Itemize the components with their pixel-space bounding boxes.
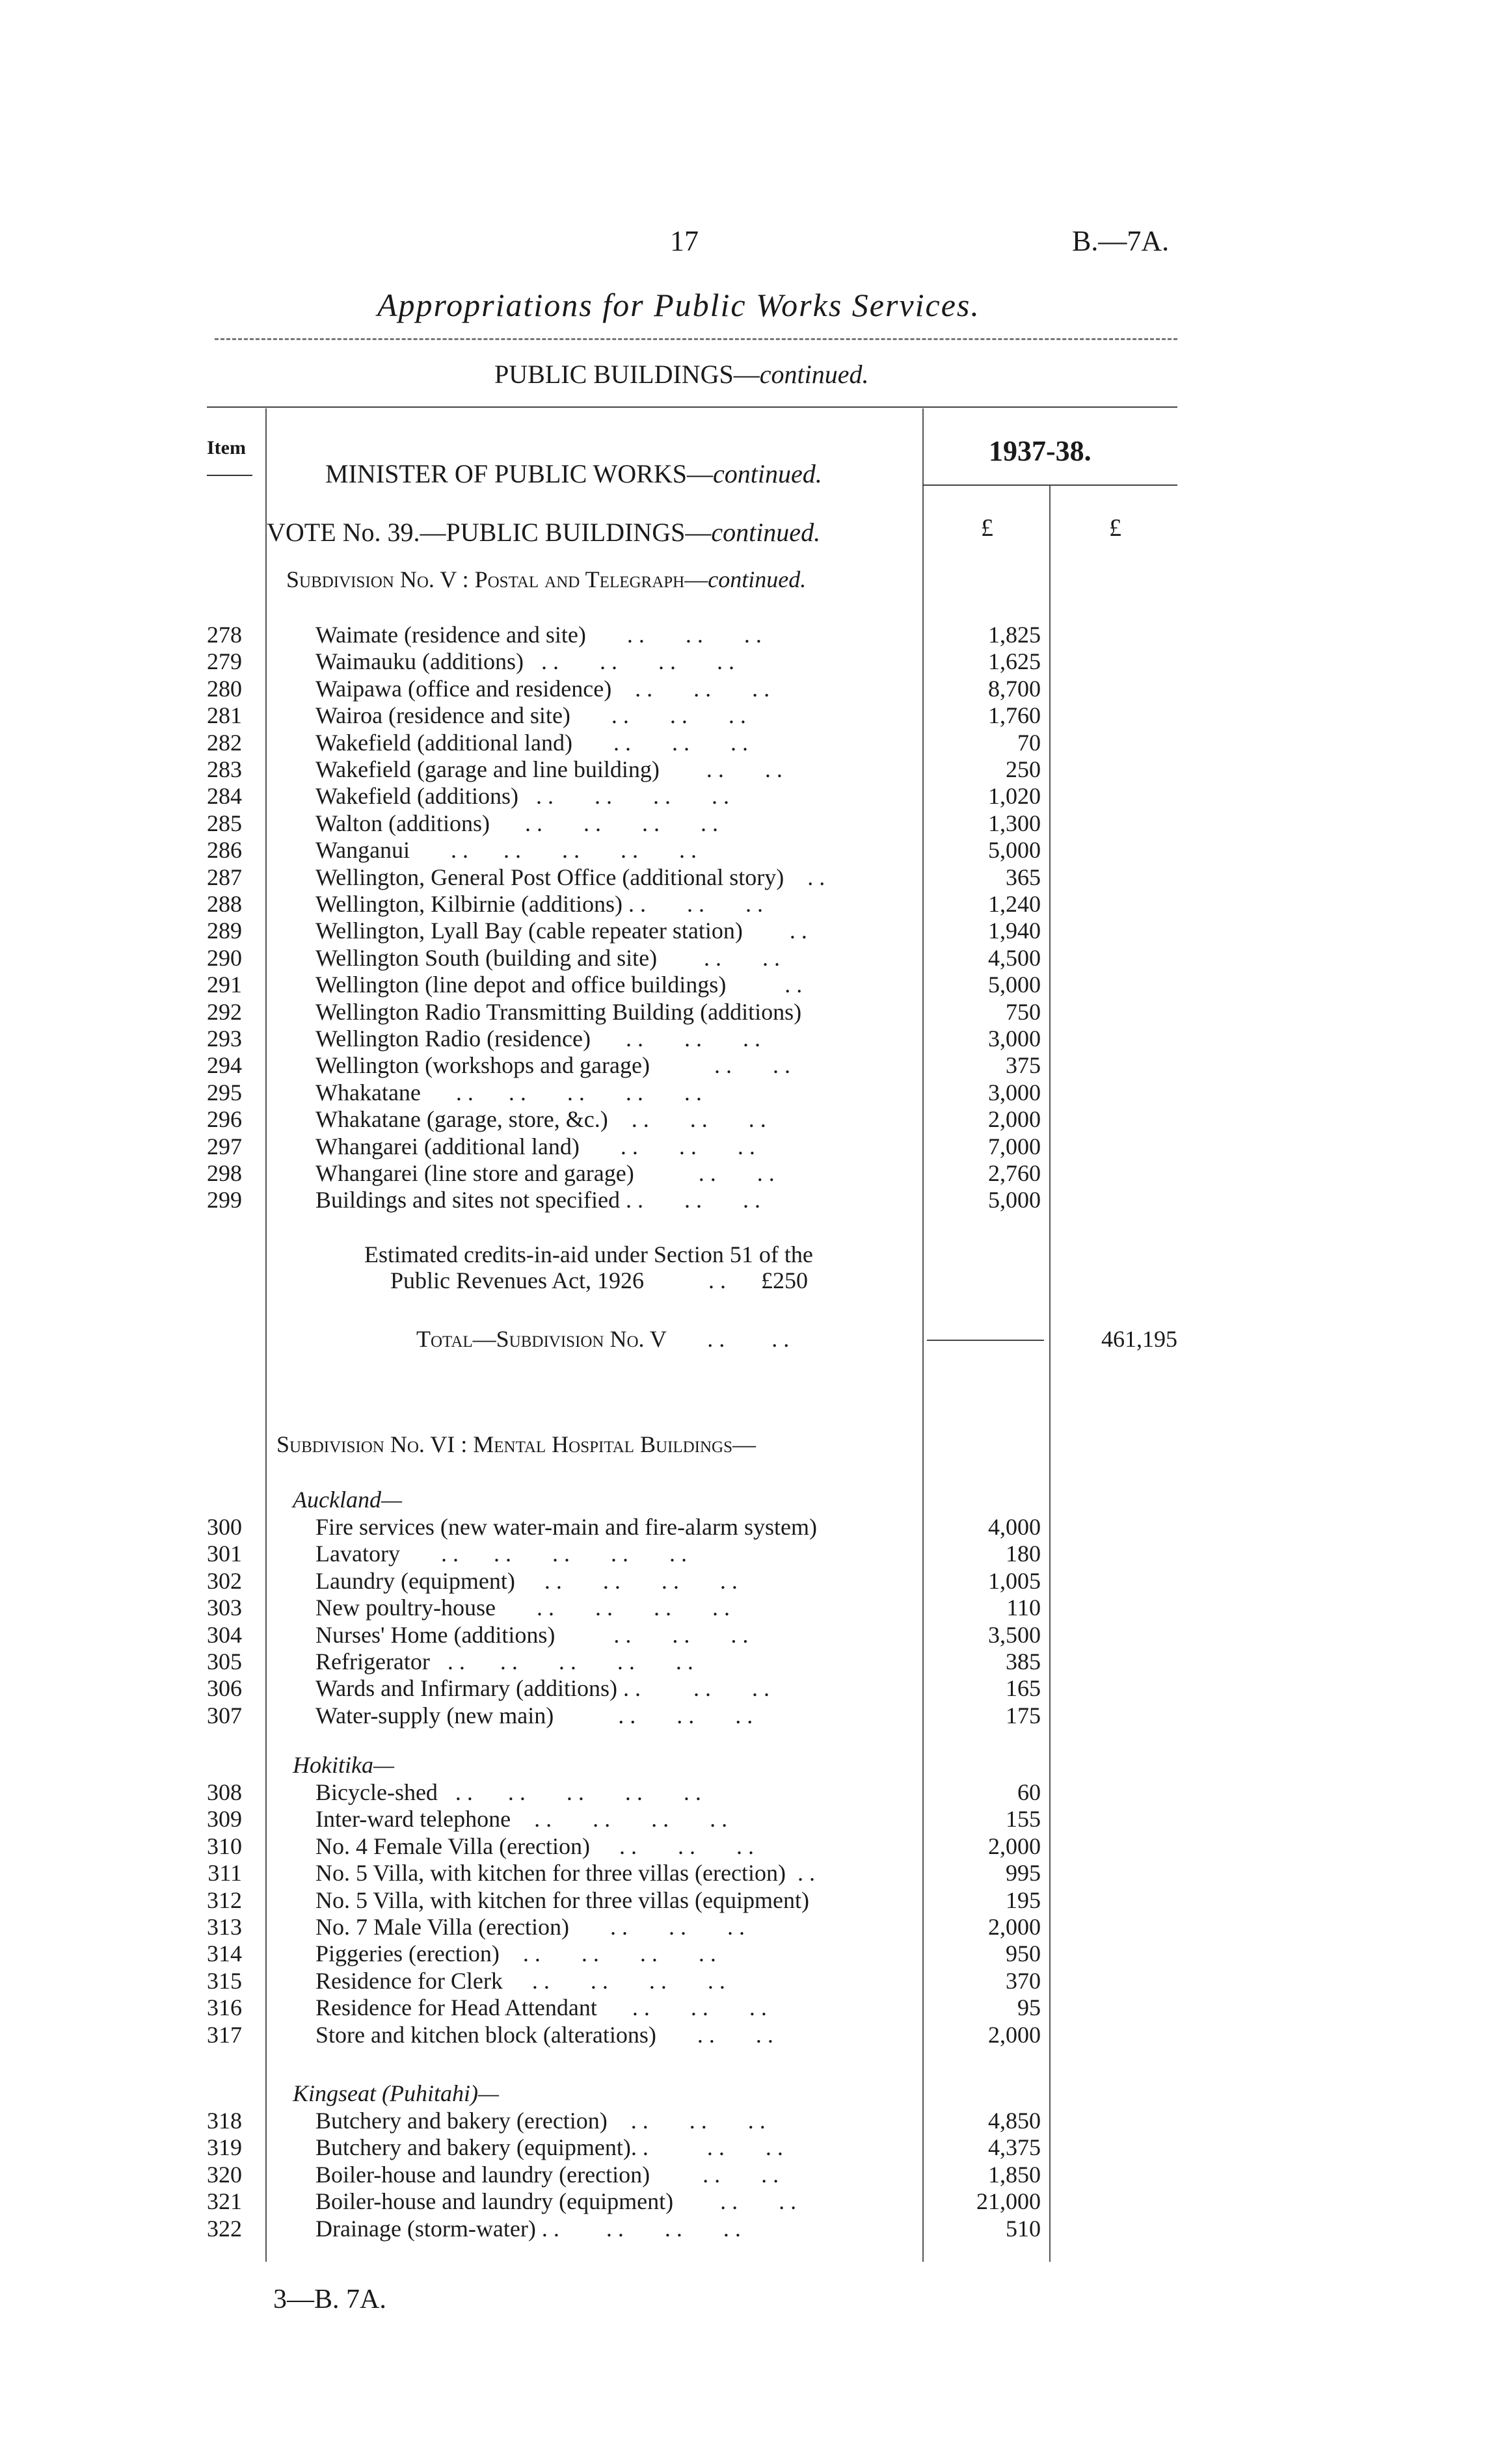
item-description: Whakatane . . . . . . . . . . (315, 1079, 702, 1106)
item-amount: 1,020 (988, 783, 1041, 810)
item-amount: 5,000 (988, 972, 1041, 998)
item-description: Wakefield (additions) . . . . . . . . (315, 783, 729, 810)
item-amount: 750 (1006, 998, 1041, 1025)
item-description: Wellington Radio Transmitting Building (additions) (315, 998, 802, 1025)
item-description: Whakatane (garage, store, &c.) . . . . . . (315, 1106, 766, 1133)
item-description: Wellington (line depot and office buildings) . . (315, 972, 803, 998)
section-heading: PUBLIC BUILDINGS—continued. (494, 360, 869, 389)
item-description: Lavatory . . . . . . . . . . (315, 1541, 687, 1567)
item-description: Wellington, Kilbirnie (additions) . . . . . . (315, 891, 764, 917)
item-amount: 4,375 (988, 2134, 1041, 2161)
item-number: 285 (207, 810, 242, 836)
item-column-header: Item (207, 437, 246, 458)
item-amount: 2,000 (988, 1914, 1041, 1940)
item-description: Fire services (new water-main and fire-alarm system) (315, 1514, 817, 1540)
item-amount: 250 (1006, 756, 1041, 782)
item-description: Boiler-house and laundry (erection) . . . . (315, 2161, 779, 2188)
item-description: Waimauku (additions) . . . . . . . . (315, 648, 735, 675)
item-amount: 165 (1006, 1675, 1041, 1702)
title-divider (215, 338, 1177, 340)
item-number: 282 (207, 729, 242, 756)
item-number: 310 (207, 1833, 242, 1859)
item-amount: 5,000 (988, 837, 1041, 864)
item-amount: 365 (1006, 864, 1041, 890)
item-amount: 5,000 (988, 1187, 1041, 1213)
item-description: Buildings and sites not specified . . . . . . (315, 1187, 760, 1213)
item-amount: 110 (1006, 1595, 1041, 1621)
item-amount: 1,850 (988, 2161, 1041, 2188)
item-description: Wellington, General Post Office (additional story) . . (315, 864, 825, 890)
credits-note-line-1: Estimated credits-in-aid under Section 51 of the (364, 1241, 813, 1267)
item-description: No. 5 Villa, with kitchen for three villas (equipment) (315, 1887, 809, 1913)
item-number: 299 (207, 1187, 242, 1213)
item-number: 280 (207, 675, 242, 702)
item-number: 293 (207, 1026, 242, 1052)
item-description: Nurses' Home (additions) . . . . . . (315, 1621, 749, 1648)
item-description: Waipawa (office and residence) . . . . . . (315, 675, 770, 702)
item-number: 312 (207, 1887, 242, 1913)
item-number: 297 (207, 1133, 242, 1159)
item-number: 303 (207, 1595, 242, 1621)
item-description: Wellington Radio (residence) . . . . . . (315, 1026, 760, 1052)
item-amount: 2,760 (988, 1160, 1041, 1186)
item-header-dash (207, 475, 252, 476)
item-number: 307 (207, 1702, 242, 1729)
item-number: 289 (207, 918, 242, 944)
item-description: Wellington South (building and site) . . . . (315, 944, 781, 971)
item-description: No. 7 Male Villa (erection) . . . . . . (315, 1914, 745, 1940)
item-number: 309 (207, 1806, 242, 1833)
item-description: Bicycle-shed . . . . . . . . . . (315, 1779, 701, 1805)
item-column-rule (265, 408, 267, 2262)
subdivision-v-heading: Subdivision No. V : Postal and Telegraph—continued. (286, 566, 807, 592)
item-amount: 3,000 (988, 1079, 1041, 1106)
item-number: 314 (207, 1941, 242, 1967)
item-description: Wanganui . . . . . . . . . . (315, 837, 697, 864)
item-description: Wairoa (residence and site) . . . . . . (315, 702, 746, 729)
item-description: Piggeries (erection) . . . . . . . . (315, 1941, 716, 1967)
item-number: 319 (207, 2134, 242, 2161)
item-number: 313 (207, 1914, 242, 1940)
item-description: Drainage (storm-water) . . . . . . . . (315, 2215, 741, 2242)
item-description: Butchery and bakery (equipment). . . . . . (315, 2134, 783, 2161)
item-number: 300 (207, 1514, 242, 1540)
item-number: 290 (207, 944, 242, 971)
item-description: Laundry (equipment) . . . . . . . . (315, 1567, 738, 1594)
page-title: Appropriations for Public Works Services. (377, 287, 980, 323)
item-amount: 2,000 (988, 2021, 1041, 2048)
item-number: 279 (207, 648, 242, 675)
item-number: 283 (207, 756, 242, 782)
item-amount: 2,000 (988, 1106, 1041, 1133)
item-amount: 4,500 (988, 944, 1041, 971)
item-number: 294 (207, 1052, 242, 1079)
item-description: Water-supply (new main) . . . . . . (315, 1702, 753, 1729)
item-amount: 510 (1006, 2215, 1041, 2242)
item-amount: 950 (1006, 1941, 1041, 1967)
item-amount: 195 (1006, 1887, 1041, 1913)
item-number: 316 (207, 1994, 242, 2021)
item-description: Wakefield (additional land) . . . . . . (315, 729, 748, 756)
item-amount: 7,000 (988, 1133, 1041, 1159)
item-number: 281 (207, 702, 242, 729)
item-amount: 385 (1006, 1649, 1041, 1675)
item-amount: 2,000 (988, 1833, 1041, 1859)
hospital-group-heading: Hokitika— (293, 1752, 394, 1778)
item-number: 288 (207, 891, 242, 917)
item-number: 305 (207, 1649, 242, 1675)
item-number: 286 (207, 837, 242, 864)
item-description: Whangarei (additional land) . . . . . . (315, 1133, 755, 1159)
hospital-group-heading: Kingseat (Puhitahi)— (293, 2080, 499, 2106)
item-description: Butchery and bakery (erection) . . . . . . (315, 2108, 766, 2134)
item-description: Store and kitchen block (alterations) . . . . (315, 2021, 773, 2048)
pound-symbol-right: £ (1109, 514, 1121, 542)
item-number: 295 (207, 1079, 242, 1106)
item-amount: 4,850 (988, 2108, 1041, 2134)
item-description: Whangarei (line store and garage) . . . . (315, 1160, 775, 1186)
item-description: New poultry-house . . . . . . . . (315, 1595, 730, 1621)
item-number: 317 (207, 2021, 242, 2048)
item-number: 320 (207, 2161, 242, 2188)
subdivision-v-total-label: Total—Subdivision No. V . . . . (416, 1326, 790, 1352)
item-amount: 3,000 (988, 1026, 1041, 1052)
credits-note-line-2: Public Revenues Act, 1926 . . £250 (390, 1267, 808, 1293)
amount-column-rule-middle (1049, 484, 1051, 2262)
item-amount: 1,940 (988, 918, 1041, 944)
item-number: 292 (207, 998, 242, 1025)
item-number: 318 (207, 2108, 242, 2134)
item-amount: 95 (1017, 1994, 1041, 2021)
item-description: No. 5 Villa, with kitchen for three villas (erection) . . (315, 1860, 815, 1887)
item-description: No. 4 Female Villa (erection) . . . . . . (315, 1833, 755, 1859)
item-number: 284 (207, 783, 242, 810)
item-amount: 70 (1017, 729, 1041, 756)
item-description: Residence for Clerk . . . . . . . . (315, 1967, 725, 1994)
item-number: 321 (207, 2188, 242, 2215)
page-footer: 3—B. 7A. (273, 2285, 386, 2314)
item-number: 298 (207, 1160, 242, 1186)
table-top-rule (207, 406, 1177, 408)
item-number: 315 (207, 1967, 242, 1994)
item-amount: 1,625 (988, 648, 1041, 675)
page-number: 17 (670, 225, 699, 257)
document-reference: B.—7A. (1072, 225, 1170, 257)
item-amount: 1,760 (988, 702, 1041, 729)
item-description: Wellington, Lyall Bay (cable repeater station) . . (315, 918, 807, 944)
item-description: Wellington (workshops and garage) . . . . (315, 1052, 790, 1079)
item-number: 287 (207, 864, 242, 890)
item-amount: 370 (1006, 1967, 1041, 1994)
item-number: 301 (207, 1541, 242, 1567)
item-number: 306 (207, 1675, 242, 1702)
item-number: 296 (207, 1106, 242, 1133)
item-amount: 21,000 (976, 2188, 1041, 2215)
item-amount: 8,700 (988, 675, 1041, 702)
item-amount: 60 (1017, 1779, 1041, 1805)
total-rule (927, 1340, 1044, 1341)
item-description: Refrigerator . . . . . . . . . . (315, 1649, 693, 1675)
item-number: 302 (207, 1567, 242, 1594)
vote-heading: VOTE No. 39.—PUBLIC BUILDINGS—continued. (267, 518, 821, 547)
subdivision-v-total-value: 461,195 (1101, 1326, 1177, 1352)
item-amount: 175 (1006, 1702, 1041, 1729)
year-header-rule (922, 484, 1177, 486)
item-description: Wards and Infirmary (additions) . . . . . . (315, 1675, 770, 1702)
item-number: 322 (207, 2215, 242, 2242)
item-description: Waimate (residence and site) . . . . . . (315, 622, 762, 648)
item-amount: 155 (1006, 1806, 1041, 1833)
item-description: Residence for Head Attendant . . . . . . (315, 1994, 767, 2021)
item-number: 278 (207, 622, 242, 648)
item-description: Walton (additions) . . . . . . . . (315, 810, 719, 836)
item-amount: 4,000 (988, 1514, 1041, 1540)
pound-symbol-left: £ (981, 514, 993, 542)
item-number: 304 (207, 1621, 242, 1648)
item-description: Wakefield (garage and line building) . . . . (315, 756, 783, 782)
item-amount: 375 (1006, 1052, 1041, 1079)
item-amount: 1,005 (988, 1567, 1041, 1594)
hospital-group-heading: Auckland— (293, 1487, 402, 1513)
item-description: Inter-ward telephone . . . . . . . . (315, 1806, 728, 1833)
item-amount: 1,240 (988, 891, 1041, 917)
item-amount: 1,825 (988, 622, 1041, 648)
item-number: 291 (207, 972, 242, 998)
item-amount: 1,300 (988, 810, 1041, 836)
item-number: 308 (207, 1779, 242, 1805)
year-header: 1937-38. (989, 435, 1092, 467)
item-amount: 180 (1006, 1541, 1041, 1567)
minister-heading: MINISTER OF PUBLIC WORKS—continued. (325, 459, 822, 488)
subdivision-vi-heading: Subdivision No. VI : Mental Hospital Buildings— (276, 1431, 756, 1457)
item-amount: 995 (1006, 1860, 1041, 1887)
item-amount: 3,500 (988, 1621, 1041, 1648)
item-number: 311 (208, 1860, 242, 1887)
item-description: Boiler-house and laundry (equipment) . . . . (315, 2188, 797, 2215)
